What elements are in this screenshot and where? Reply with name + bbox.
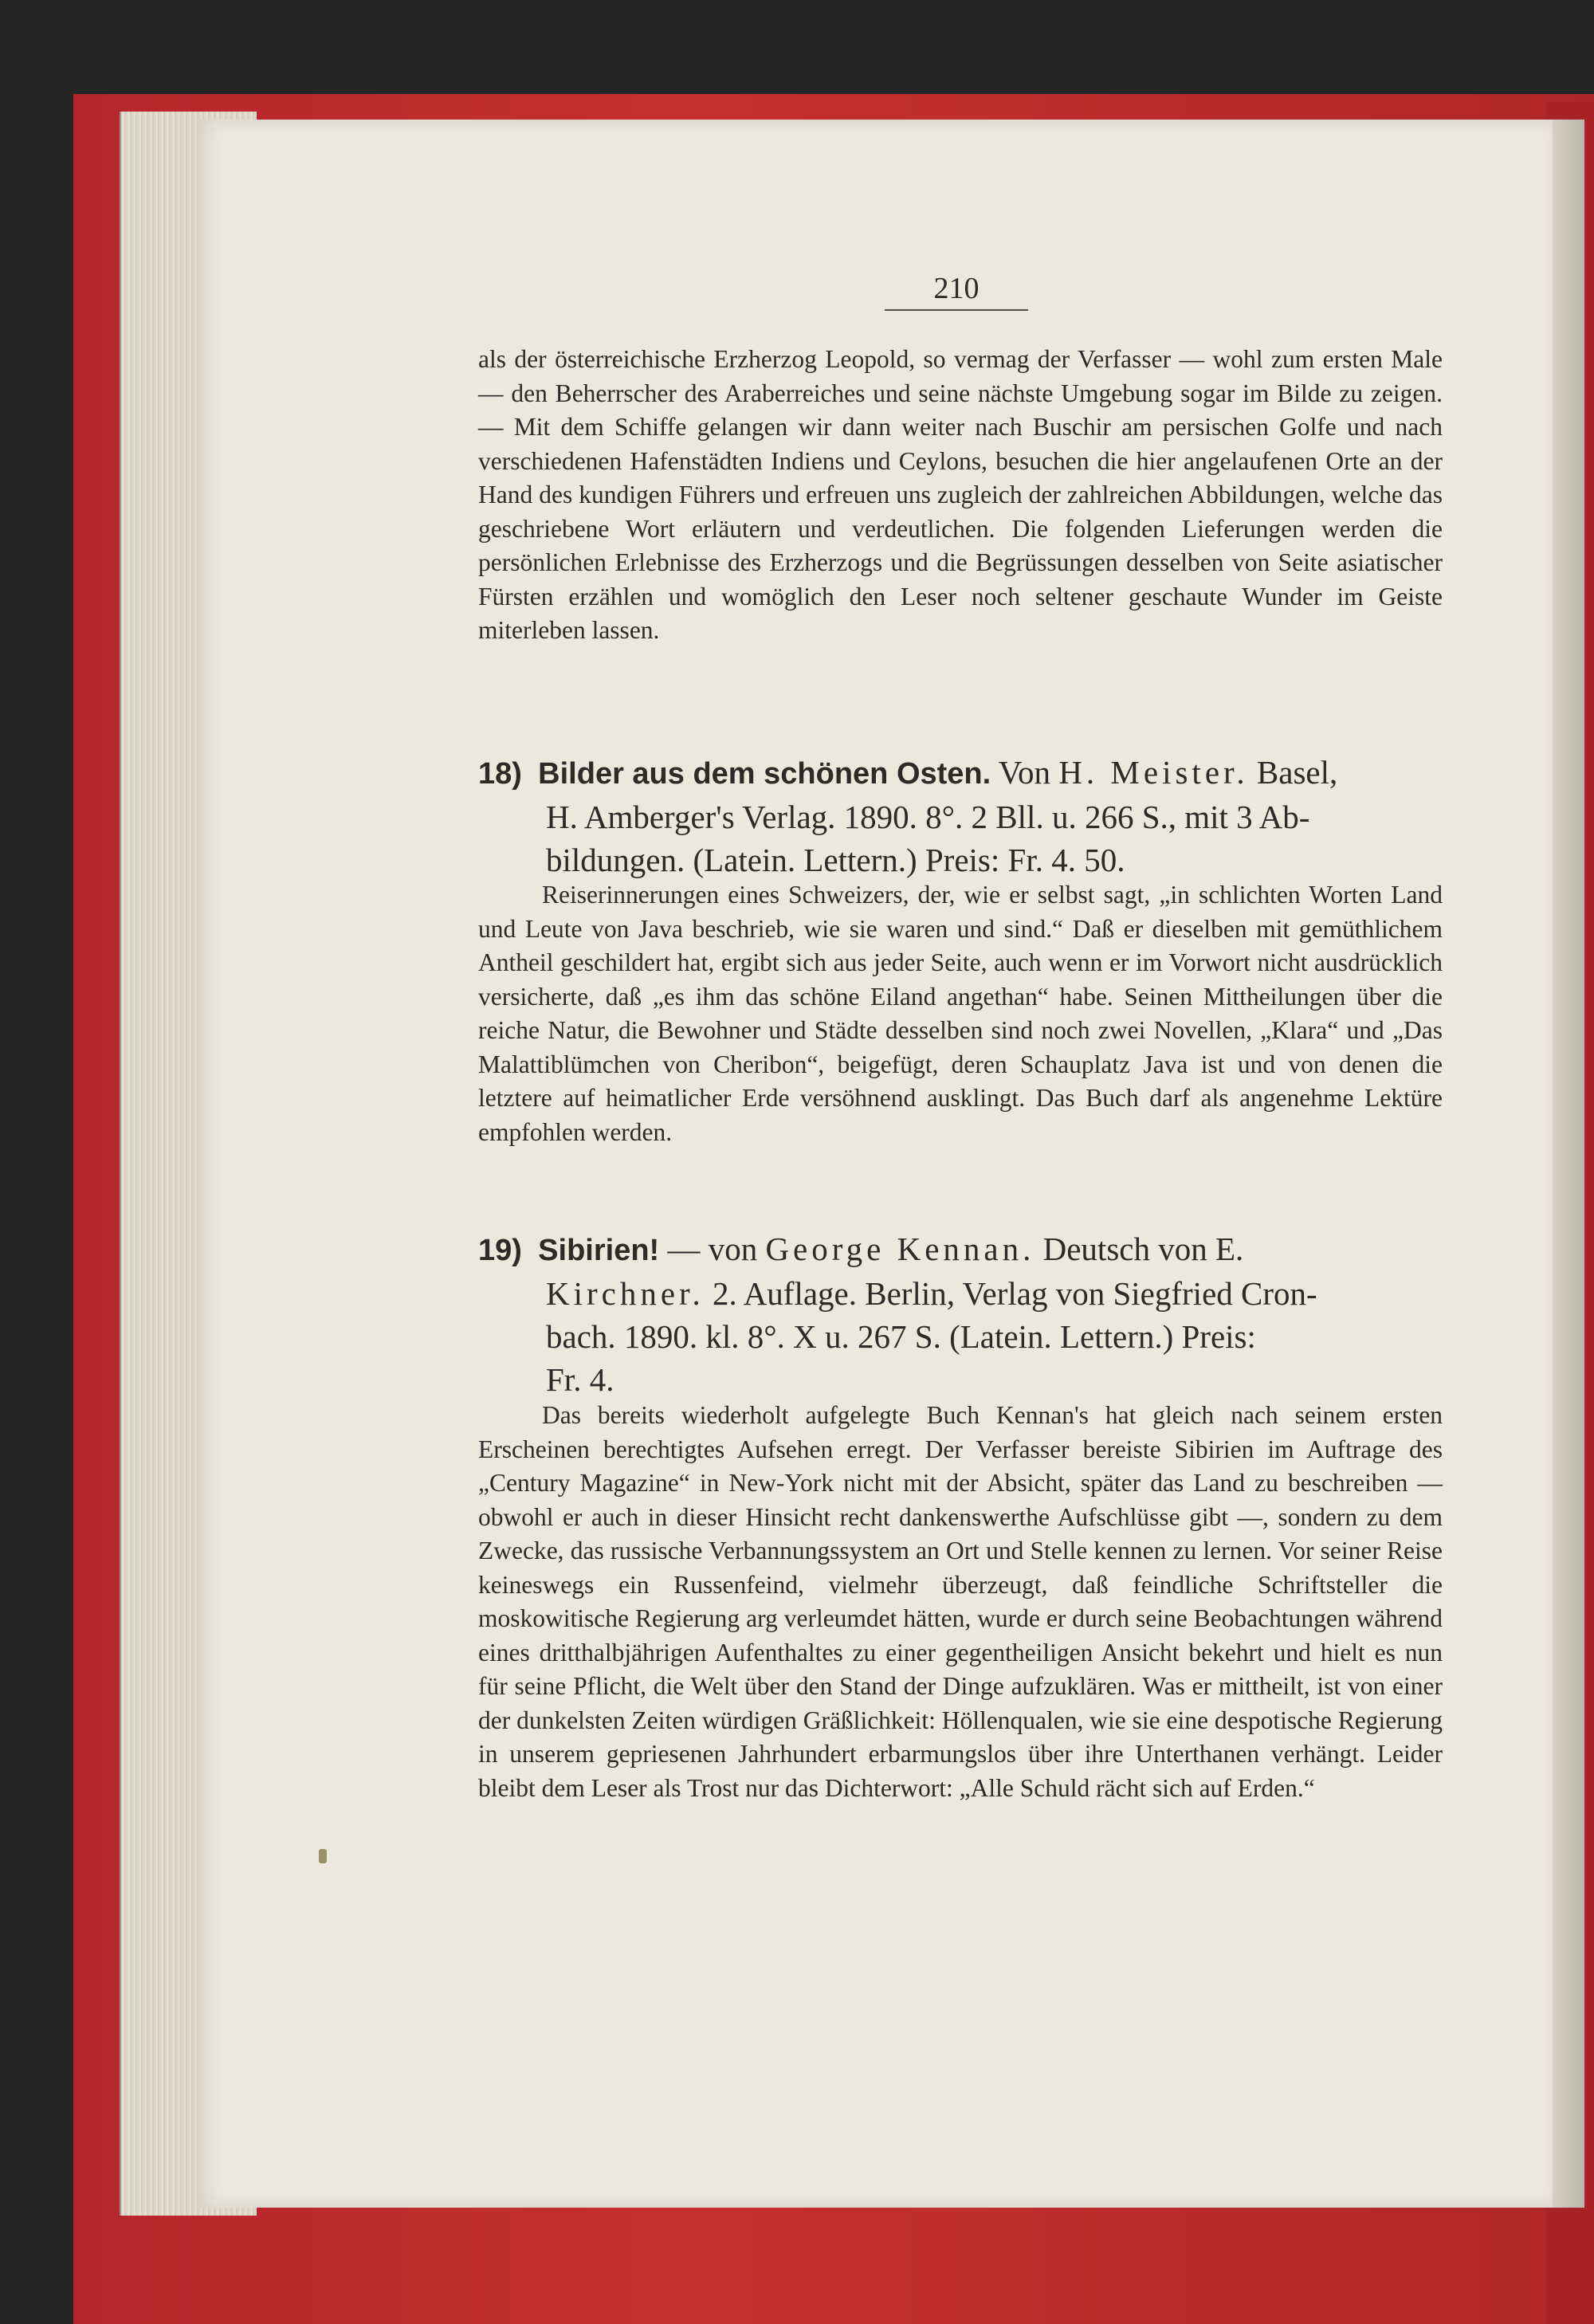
entry-18-review: Reiserinnerungen eines Schweizers, der, wie er selbst sagt, „in schlichten Worten Land und Leute von Java beschrieb, wie sie waren und sind.“ Daß er dieselben mit gemüthlichem Antheil geschildert hat, ergibt sich aus jeder Seite, auch wenn er im Vorwort nicht ausdrücklich versicherte, daß „es ihm das schöne Eiland angethan“ habe. Seinen Mittheilungen über die reiche Natur, die Bewohner und Städte desselben sind noch zwei Novellen, „Klara“ und „Das Malattiblümchen von Cheribon“, beigefügt, deren Schauplatz Java ist und von denen die letztere auf heimatlicher Erde versöhnend ausklingt. Das Buch darf als angenehme Lektüre empfohlen werden. bbox=[478, 881, 1443, 1146]
entry-19-review: Das bereits wiederholt aufgelegte Buch Kennan's hat gleich nach seinem ersten Erscheinen berechtigtes Aufsehen erregt. Der Verfasser bereiste Sibirien im Auftrage des „Century Magazine“ in New-York nicht mit der Absicht, später das Land zu beschreiben — obwohl er auch in dieser Hinsicht recht dankenswerthe Aufschlüsse gibt —, sondern zu dem Zwecke, das russische Verbannungssystem an Ort und Stelle kennen zu lernen. Vor seiner Reise keineswegs ein Russenfeind, vielmehr überzeugt, daß feindliche Schriftsteller die moskowitische Regierung arg verleumdet hätten, wurde er durch seine Beobachtungen während eines dritthalbjährigen Aufenthaltes zu einer gegentheiligen Ansicht bekehrt und hielt es nun für seine Pflicht, die Welt über den Stand der Dinge aufzuklären. Was er mittheilt, ist von einer der dunkelsten Zeiten würdigen Gräßlichkeit: Höllenqualen, wie sie eine despotische Regierung in unserem gepriesenen Jahrhundert erbarmungslos über ihre Unterthanen verhängt. Leider bleibt dem Leser als Trost nur das Dichterwort: „Alle Schuld rächt sich auf Erden.“ bbox=[478, 1401, 1443, 1802]
entry-title: Bilder aus dem schönen Osten. bbox=[538, 757, 991, 791]
entry-number: 19) bbox=[478, 1234, 522, 1267]
byline-prefix: Von bbox=[998, 754, 1051, 791]
entry-title: Sibirien! bbox=[538, 1234, 660, 1267]
entry-line1-rest: Basel, bbox=[1256, 754, 1338, 791]
entry-publisher-line: 2. Auflage. Berlin, Verlag von Siegfried Cron- bbox=[712, 1275, 1317, 1312]
entry-details-line: bach. 1890. kl. 8°. X u. 267 S. (Latein. Lettern.) Preis: bbox=[546, 1318, 1256, 1355]
entry-price-line: Fr. 4. bbox=[546, 1361, 614, 1398]
entry-author: George Kennan. bbox=[765, 1231, 1035, 1267]
page-number: 210 bbox=[933, 272, 980, 305]
entry-publisher-line: H. Amberger's Verlag. 1890. 8°. 2 Bll. u. 266 S., mit 3 Ab- bbox=[546, 799, 1310, 835]
intro-paragraph: als der österreichische Erzherzog Leopold, so vermag der Verfasser — wohl zum ersten Male — den Beherrscher des Araberreiches und seine nächste Umgebung sogar im Bilde zu zeigen. — Mit dem Schiffe gelangen wir dann weiter nach Buschir am persischen Golfe und nach verschiedenen Hafenstädten Indiens und Ceylons, besuchen die hier angelaufenen Orte an der Hand des kundigen Führers und erfreuen uns zugleich der zahlreichen Abbildungen, welche das geschriebene Wort erläutern und verdeutlichen. Die folgenden Lieferungen werden die persönlichen Erlebnisse des Erzherzogs und die Begrüssungen desselben von Seite asiatischer Fürsten erzählen und womöglich den Leser noch seltener geschaute Wunder im Geiste miterleben lassen. bbox=[478, 345, 1443, 644]
entry-author: H. Meister. bbox=[1058, 754, 1249, 791]
entry-price-line: bildungen. (Latein. Lettern.) Preis: Fr. 4. 50. bbox=[546, 842, 1125, 878]
entry-19-heading bbox=[478, 1227, 1443, 1401]
entry-translator: Kirchner. bbox=[546, 1275, 705, 1312]
page-right-edge bbox=[1553, 120, 1584, 2208]
entry-line1-rest: Deutsch von E. bbox=[1042, 1231, 1244, 1267]
entry-number: 18) bbox=[478, 757, 522, 791]
entry-18-heading bbox=[478, 751, 1443, 881]
page-number-rule bbox=[885, 309, 1028, 311]
page-blemish bbox=[319, 1849, 327, 1863]
byline-prefix: — von bbox=[667, 1231, 758, 1267]
